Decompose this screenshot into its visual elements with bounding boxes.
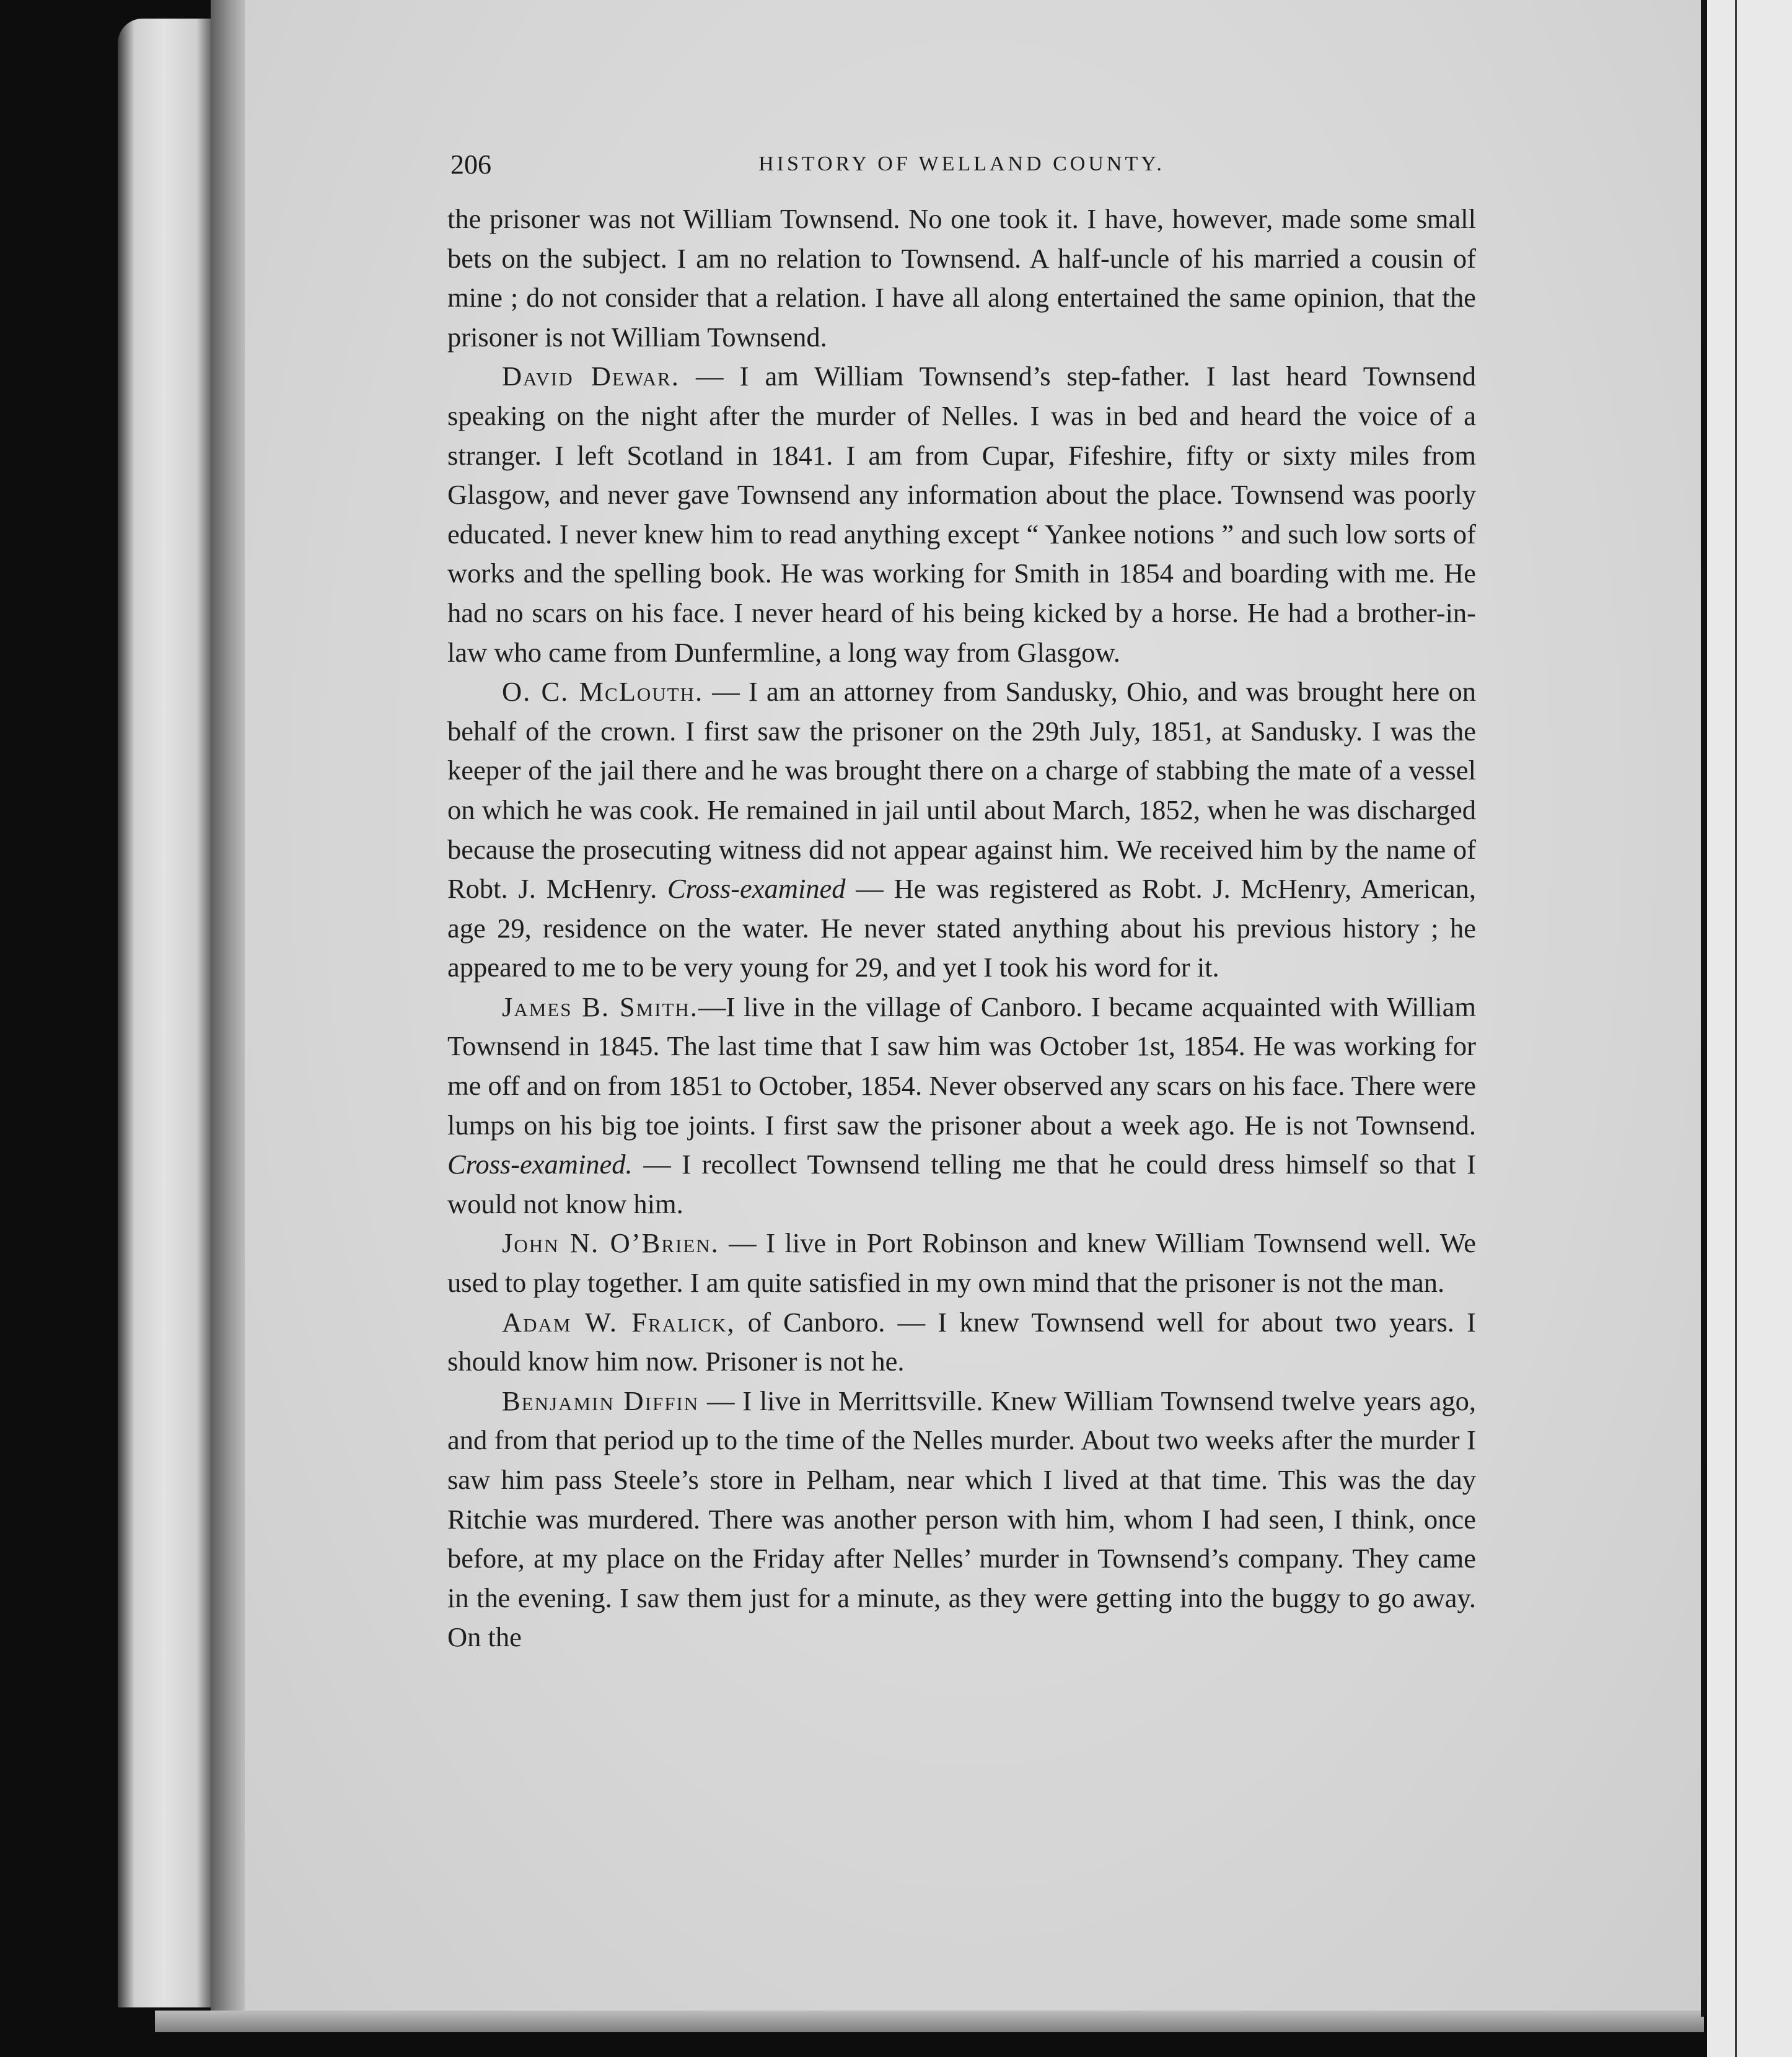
body-text [447,200,1476,1657]
paragraph [447,1224,1476,1302]
running-head: HISTORY OF WELLAND COUNTY. [758,152,1165,175]
paragraph-text: the prisoner was not William Townsend. No one took it. I have, however, made some small bets on the subject. I am no relation to Townsend. A half-uncle of his married a cousin of mine ; do not consider that a relation. I have all along entertained the same opinion, that the prisoner is not William Townsend. [447,203,1476,353]
paragraph-text: — He was registered as Robt. J. McHenry, American, age 29, residence on the water. He never stated anything about his previous history ; he appeared to me to be very young for 29, and yet I took his word for it. [447,873,1477,983]
speaker-name: Adam W. Fralick, [502,1306,736,1338]
speaker-name: O. C. McLouth. [502,676,704,708]
right-page-edge [1701,0,1707,2017]
speaker-name: John N. O’Brien. [502,1227,719,1259]
page-header [450,149,1473,186]
page-number: 206 [450,149,491,180]
right-margin-line [1735,0,1737,2057]
paragraph-text: of Canboro. — I knew Townsend well for about two years. I should know him now. Prisoner is not he. [447,1306,1476,1377]
paragraph-text: —I live in the village of Canboro. I became acquainted with William Townsend in 1845. The last time that I saw him was October 1st, 1854. He was working for me off and on from 1851 to October, 1854. Never observed any scars on his face. There were lumps on his big toe joints. I first saw the prisoner about a week ago. He is not Townsend. [447,991,1476,1141]
speaker-name: James B. Smith. [502,991,698,1022]
left-page-edge [118,19,211,2007]
paragraph-text: — I am an attorney from Sandusky, Ohio, and was brought here on behalf of the crown. I first saw the prisoner on the 29th July, 1851, at Sandusky. I was the keeper of the jail there and he was brought there on a charge of stabbing the mate of a vessel on which he was cook. He remained in jail until about March, 1852, when he was discharged because the prosecuting witness did not appear against him. We received him by the name of Robt. J. McHenry. [447,676,1477,905]
book-gutter [211,0,245,2020]
paragraph [447,672,1476,988]
paragraph [447,1382,1476,1657]
cross-examined-label: Cross-examined. [447,1149,633,1180]
paragraph [447,1303,1476,1382]
right-margin-strip [1707,0,1792,2057]
paragraph [447,357,1476,672]
paragraph [447,988,1476,1224]
cross-examined-label: Cross-examined [667,873,846,905]
paragraph-text: — I recollect Townsend telling me that he could dress himself so that I would not know him. [447,1149,1476,1219]
paragraph-text: — I live in Merrittsville. Knew William Townsend twelve years ago, and from that period up to the time of the Nelles murder. About two weeks after the murder I saw him pass Steele’s store in Pelham, near which I lived at that time. This was the day Ritchie was murdered. There was another person with him, whom I had seen, I think, once before, at my place on the Friday after Nelles’ murder in Townsend’s company. They came in the evening. I saw them just for a minute, as they were getting into the buggy to go away. On the [447,1385,1477,1653]
paragraph-text: — I live in Port Robinson and knew William Townsend well. We used to play together. I am quite satisfied in my own mind that the prisoner is not the man. [447,1227,1476,1299]
page-bottom-edge [155,2011,1704,2032]
speaker-name: David Dewar. [502,361,680,392]
paragraph [447,200,1476,357]
paragraph-text: — I am William Townsend’s step-father. I last heard Townsend speaking on the night after the murder of Nelles. I was in bed and heard the voice of a stranger. I left Scotland in 1841. I am from Cupar, Fifeshire, fifty or sixty miles from Glasgow, and never gave Townsend any information about the place. Townsend was poorly educated. I never knew him to read anything except “ Yankee notions ” and such low sorts of works and the spelling book. He was working for Smith in 1854 and boarding with me. He had no scars on his face. I never heard of his being kicked by a horse. He had a brother-in-law who came from Dunfermline, a long way from Glasgow. [447,361,1476,668]
speaker-name: Benjamin Diffin [502,1385,700,1416]
